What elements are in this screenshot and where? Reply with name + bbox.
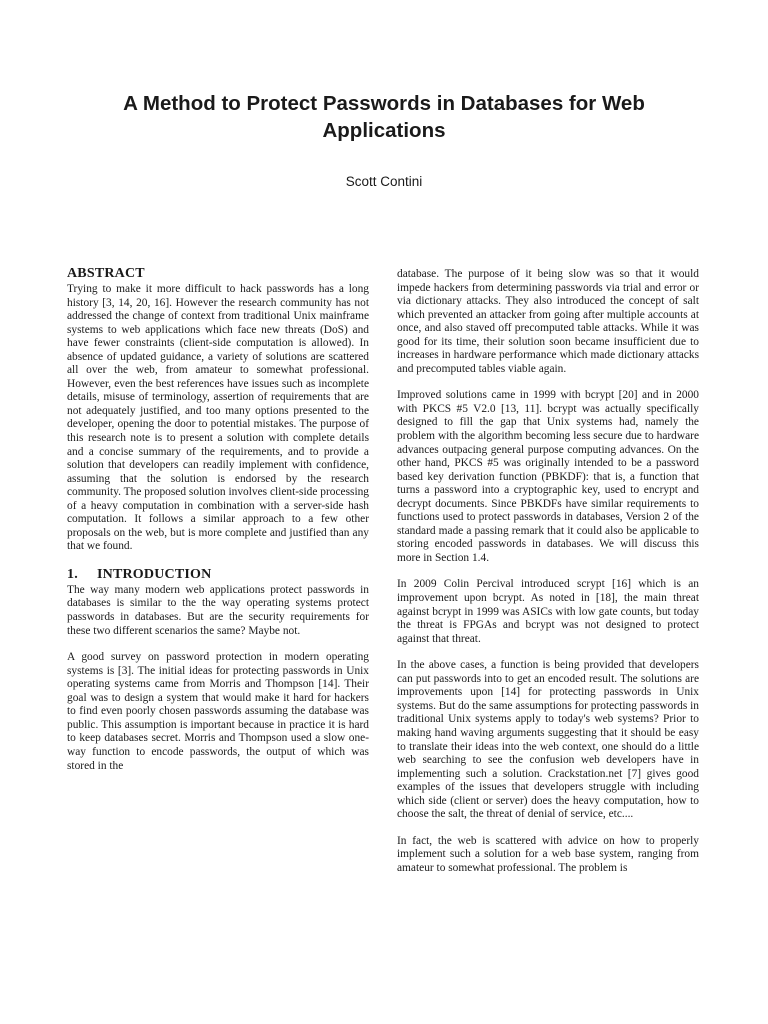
section-number: 1. [67, 566, 78, 582]
paragraph: database. The purpose of it being slow was so that it would impede hackers from determining passwords via trial and error or via dictionary attacks. They also introduced the concept of salt which prevented an attacker from going after multiple accounts at once, and also staved off precomputed table attacks. While it was good for its time, their solution soon became insufficient due to increases in hardware performance which made dictionary attacks and precomputed tables viable again. [397, 268, 699, 375]
section-title: INTRODUCTION [97, 566, 212, 582]
paragraph: Improved solutions came in 1999 with bcrypt [20] and in 2000 with PKCS #5 V2.0 [13, 11]. bcrypt was actually specifically designed to fill the gap that Unix systems had, namely the problem with the algorithm becoming less secure due to hardware advances outpacing general purpose computing advances. On the other hand, PKCS #5 was originally intended to be a password based key derivation function (PBKDF): that is, a function that turns a password into a cryptographic key, used to encrypt and decrypt documents. Since PBKDFs have similar requirements to functions used to protect passwords in databases, Version 2 of the standard made a passing remark that it could also be applicable to storing encoded passwords in databases. We will discuss this more in Section 1.4. [397, 389, 699, 564]
left-column [67, 266, 369, 786]
right-column [397, 268, 699, 888]
section-heading-introduction [67, 567, 369, 583]
paragraph: A good survey on password protection in modern operating systems is [3]. The initial ideas for protecting passwords in Unix operating systems came from Morris and Thompson [14]. Their goal was to design a system that would make it hard for hackers to find even poorly chosen passwords assuming the database was public. This assumption is important because in practice it is hard to keep databases secret. Morris and Thompson used a slow one-way function to encode passwords, the output of which was stored in the [67, 651, 369, 772]
paper-title: A Method to Protect Passwords in Databases for Web Applications [123, 92, 645, 142]
author-name: Scott Contini [345, 174, 423, 189]
paragraph: The way many modern web applications protect passwords in databases is similar to the the way operating systems protect passwords in databases. But are the security requirements for these two different scenarios the same? Maybe not. [67, 583, 369, 637]
paragraph: In fact, the web is scattered with advice on how to properly implement such a solution for a web base system, ranging from amateur to somewhat professional. The problem is [397, 834, 699, 874]
abstract-text: Trying to make it more difficult to hack passwords has a long history [3, 14, 20, 16]. However the research community has not addressed the change of context from traditional Unix mainframe systems to web applications which face new threats (DoS) and have fewer constraints (client-side computation is allowed). In absence of updated guidance, a variety of solutions are scattered all over the web, from amateur to somewhat professional. However, even the best references have issues such as incomplete details, misuse of terminology, assertion of requirements that are not adequately justified, and too many options presented to the developer, opening the door to potential mistakes. The purpose of this research note is to present a solution with complete details and a concise summary of the requirements, and to provide a solution that developers can readily implement with confidence, assuming that the solution is endorsed by the research community. The proposed solution involves client-side processing of a heavy computation in combination with a server-side hash computation. It follows a similar approach to a few other proposals on the web, but is more complete and justified than any that we found. [67, 283, 369, 553]
paragraph: In 2009 Colin Percival introduced scrypt [16] which is an improvement upon bcrypt. As noted in [18], the main threat against bcrypt in 1999 was ASICs with low gate counts, but today the threat is FPGAs and bcrypt was not designed to protect against that threat. [397, 578, 699, 645]
paragraph: In the above cases, a function is being provided that developers can put passwords into to get an encoded result. The solutions are improvements upon [14] for protecting passwords in Unix systems. But do the same assumptions for protecting passwords in traditional Unix systems apply to today's web systems? Prior to making hand waving arguments suggesting that it should be easy to translate their ideas into the web context, one should do a little web searching to see the confusion web developers have in implementing such a solution. Crackstation.net [7] gives good examples of the issues that developers struggle with including which side (client or server) does the heavy computation, how to choose the salt, the threat of denial of service, etc.... [397, 659, 699, 821]
abstract-heading: ABSTRACT [67, 266, 145, 281]
